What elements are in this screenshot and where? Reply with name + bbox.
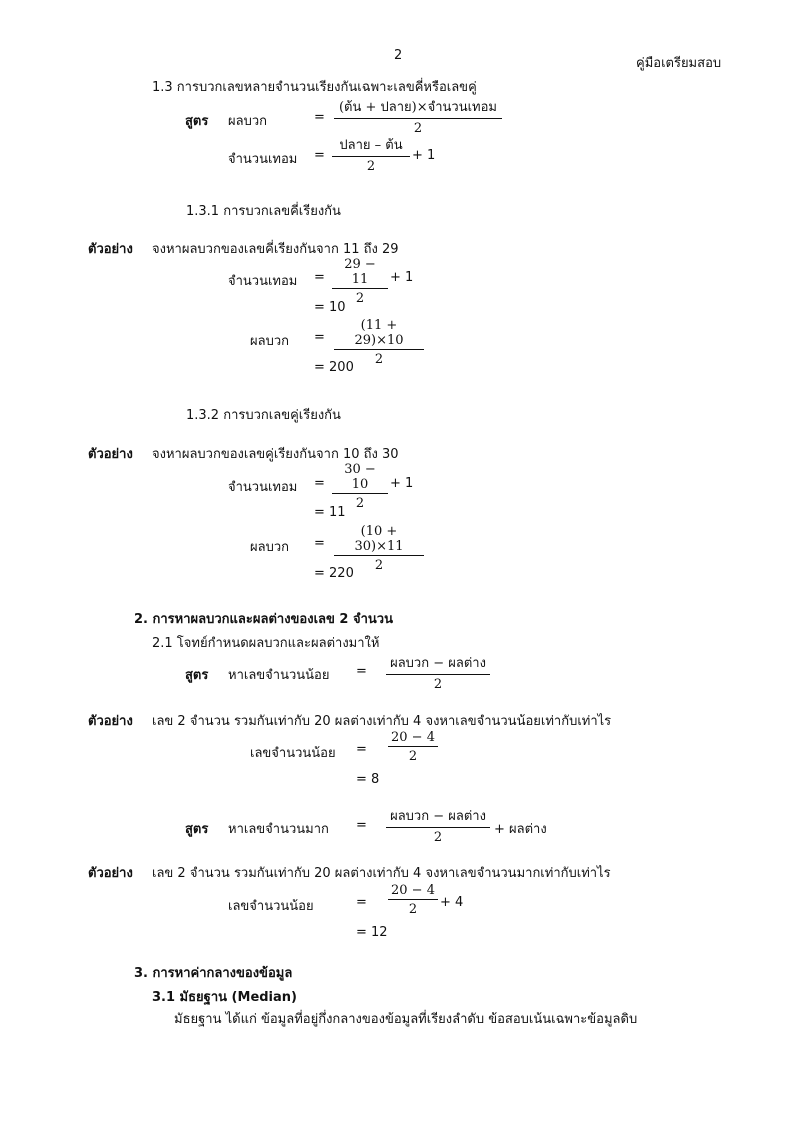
fraction-numerator: ปลาย – ต้น bbox=[332, 134, 410, 157]
fraction-denominator: 2 bbox=[433, 830, 443, 845]
fraction-numerator: ผลบวก − ผลต่าง bbox=[386, 805, 490, 828]
terms-label: จำนวนเทอม bbox=[228, 152, 298, 167]
terms-label: จำนวนเทอม bbox=[228, 480, 298, 495]
equals-sign: = bbox=[314, 110, 325, 125]
fraction-numerator: ผลบวก − ผลต่าง bbox=[386, 652, 490, 675]
section-1-3-1-heading: 1.3.1 การบวกเลขคี่เรียงกัน bbox=[186, 204, 341, 219]
example-text: จงหาผลบวกของเลขคู่เรียงกันจาก 10 ถึง 30 bbox=[152, 447, 399, 462]
equals-sign: = bbox=[356, 895, 367, 910]
sum-label: ผลบวก bbox=[250, 540, 290, 555]
section-1-3-2-heading: 1.3.2 การบวกเลขคู่เรียงกัน bbox=[186, 408, 341, 423]
small-number-fraction bbox=[386, 652, 490, 692]
sum-label: ผลบวก bbox=[228, 114, 268, 129]
fraction-denominator: 2 bbox=[408, 902, 418, 917]
example-result: = 12 bbox=[356, 925, 388, 940]
example-text: จงหาผลบวกของเลขคี่เรียงกันจาก 11 ถึง 29 bbox=[152, 242, 399, 257]
example-label: ตัวอย่าง bbox=[88, 447, 133, 462]
example-text: เลข 2 จำนวน รวมกันเท่ากับ 20 ผลต่างเท่ากับ 4 จงหาเลขจำนวนน้อยเท่ากับเท่าไร bbox=[152, 714, 612, 729]
fraction-denominator: 2 bbox=[355, 496, 365, 511]
section-2-1-heading: 2.1 โจทย์กำหนดผลบวกและผลต่างมาให้ bbox=[152, 636, 380, 651]
equals-sign: = bbox=[314, 536, 325, 551]
equals-sign: = bbox=[356, 818, 367, 833]
terms-result: = 11 bbox=[314, 505, 346, 520]
plus-one: + 1 bbox=[390, 270, 414, 285]
section-2-heading: 2. การหาผลบวกและผลต่างของเลข 2 จำนวน bbox=[134, 612, 393, 627]
sum-result: = 220 bbox=[314, 566, 354, 581]
median-definition: มัธยฐาน ได้แก่ ข้อมูลที่อยู่กึ่งกลางของข้อมูลที่เรียงลำดับ ข้อสอบเน้นเฉพาะข้อมูลดิบ bbox=[174, 1012, 638, 1027]
fraction-denominator: 2 bbox=[366, 159, 376, 174]
fraction-denominator: 2 bbox=[374, 558, 384, 573]
equals-sign: = bbox=[314, 330, 325, 345]
formula-label: สูตร bbox=[185, 822, 209, 837]
formula-label: สูตร bbox=[185, 114, 209, 129]
sum-label: ผลบวก bbox=[250, 334, 290, 349]
fraction-denominator: 2 bbox=[355, 291, 365, 306]
example-variable: เลขจำนวนน้อย bbox=[228, 899, 314, 914]
fraction-numerator: (11 + 29)×10 bbox=[334, 318, 424, 350]
fraction-numerator: 29 − 11 bbox=[332, 257, 388, 289]
example-text: เลข 2 จำนวน รวมกันเท่ากับ 20 ผลต่างเท่ากับ 4 จงหาเลขจำนวนมากเท่ากับเท่าไร bbox=[152, 866, 611, 881]
fraction-numerator: 30 − 10 bbox=[332, 462, 388, 494]
fraction-numerator: 20 − 4 bbox=[388, 883, 438, 900]
example-variable: เลขจำนวนน้อย bbox=[250, 746, 336, 761]
fraction-numerator: (10 + 30)×11 bbox=[334, 524, 424, 556]
plus-four: + 4 bbox=[440, 895, 464, 910]
fraction-denominator: 2 bbox=[433, 677, 443, 692]
fraction-denominator: 2 bbox=[408, 749, 418, 764]
section-3-1-heading: 3.1 มัธยฐาน (Median) bbox=[152, 990, 297, 1005]
fraction-denominator: 2 bbox=[413, 121, 423, 136]
equals-sign: = bbox=[314, 476, 325, 491]
example-label: ตัวอย่าง bbox=[88, 242, 133, 257]
equals-sign: = bbox=[314, 270, 325, 285]
equals-sign: = bbox=[356, 664, 367, 679]
large-number-fraction bbox=[386, 805, 490, 845]
formula-label: สูตร bbox=[185, 668, 209, 683]
page-number: 2 bbox=[394, 48, 403, 63]
example-label: ตัวอย่าง bbox=[88, 866, 133, 881]
terms-result: = 10 bbox=[314, 300, 346, 315]
header-title: คู่มือเตรียมสอบ bbox=[636, 56, 722, 71]
fraction-numerator: (ต้น + ปลาย)×จำนวนเทอม bbox=[334, 96, 502, 119]
small-number-label: หาเลขจำนวนน้อย bbox=[228, 668, 330, 683]
fraction-numerator: 20 − 4 bbox=[388, 730, 438, 747]
terms-formula-fraction bbox=[332, 134, 410, 174]
example-result: = 8 bbox=[356, 772, 380, 787]
large-number-label: หาเลขจำนวนมาก bbox=[228, 822, 329, 837]
equals-sign: = bbox=[356, 742, 367, 757]
example-fraction bbox=[388, 730, 438, 764]
section-1-3-heading: 1.3 การบวกเลขหลายจำนวนเรียงกันเฉพาะเลขคี่หรือเลขคู่ bbox=[152, 80, 477, 95]
example-label: ตัวอย่าง bbox=[88, 714, 133, 729]
example-fraction bbox=[388, 883, 438, 917]
terms-label: จำนวนเทอม bbox=[228, 274, 298, 289]
terms-fraction bbox=[332, 462, 388, 511]
terms-fraction bbox=[332, 257, 388, 306]
fraction-denominator: 2 bbox=[374, 352, 384, 367]
sum-result: = 200 bbox=[314, 360, 354, 375]
plus-one: + 1 bbox=[412, 148, 436, 163]
section-3-heading: 3. การหาค่ากลางของข้อมูล bbox=[134, 966, 293, 981]
plus-difference: + ผลต่าง bbox=[494, 822, 547, 837]
equals-sign: = bbox=[314, 148, 325, 163]
plus-one: + 1 bbox=[390, 476, 414, 491]
sum-formula-fraction bbox=[334, 96, 502, 136]
